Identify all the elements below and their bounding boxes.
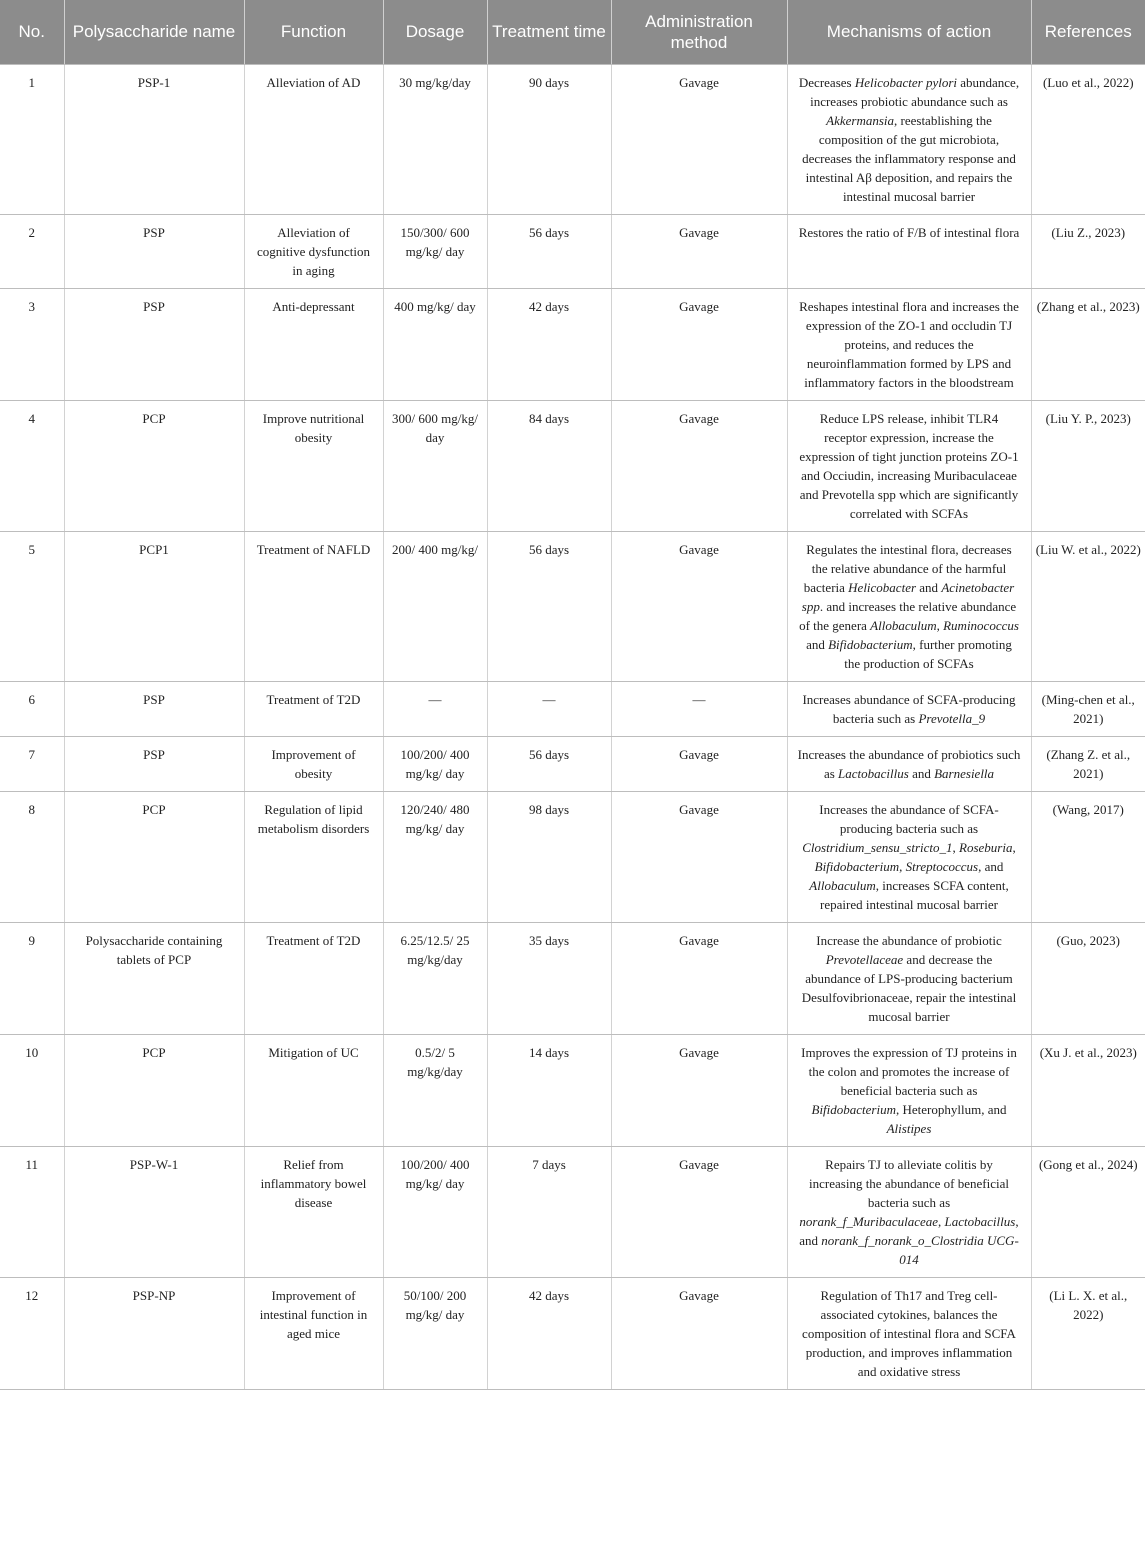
cell-mechanism xyxy=(787,922,1031,1034)
cell-dosage: 150/300/ 600 mg/kg/ day xyxy=(383,214,487,288)
cell-name: PCP xyxy=(64,791,244,922)
cell-treatment-time: 56 days xyxy=(487,531,611,681)
italic-taxon: Streptococcus xyxy=(905,858,979,874)
cell-dosage: 0.5/2/ 5 mg/kg/day xyxy=(383,1034,487,1146)
header-treatment-time: Treatment time xyxy=(487,0,611,64)
cell-function: Relief from inflammatory bowel disease xyxy=(244,1146,383,1277)
cell-name: Polysaccharide containing tablets of PCP xyxy=(64,922,244,1034)
cell-no: 10 xyxy=(0,1034,64,1146)
text-segment: Repairs TJ to alleviate colitis by increasing the abundance of beneficial bacteria such as xyxy=(809,1156,1009,1210)
text-segment: Increases the abundance of probiotics such as xyxy=(797,746,1021,781)
cell-function: Anti-depressant xyxy=(244,288,383,400)
cell-treatment-time: 42 days xyxy=(487,288,611,400)
cell-treatment-time: — xyxy=(487,681,611,736)
cell-treatment-time: 42 days xyxy=(487,1277,611,1389)
cell-references: (Zhang Z. et al., 2021) xyxy=(1031,736,1145,791)
text-segment: Increase the abundance of probiotic xyxy=(816,932,1002,948)
cell-references: (Liu W. et al., 2022) xyxy=(1031,531,1145,681)
cell-mechanism xyxy=(787,1146,1031,1277)
italic-taxon: Alistipes xyxy=(886,1120,932,1136)
table-row xyxy=(0,922,1145,1034)
cell-name: PCP xyxy=(64,400,244,531)
cell-administration-method: Gavage xyxy=(611,791,787,922)
italic-taxon: Bifidobacterium xyxy=(828,636,913,652)
italic-taxon: norank_f_Muribaculaceae xyxy=(799,1213,939,1229)
cell-mechanism xyxy=(787,531,1031,681)
cell-mechanism xyxy=(787,681,1031,736)
cell-references: (Guo, 2023) xyxy=(1031,922,1145,1034)
text-segment: Reduce LPS release, inhibit TLR4 receptor expression, increase the expression of tight junction proteins ZO-1 and Occiudin, increasing Muribaculaceae and Prevotella spp which are significantly correlated with SCFAs xyxy=(799,410,1019,521)
text-segment: and xyxy=(908,765,935,781)
table-row xyxy=(0,791,1145,922)
cell-function: Alleviation of cognitive dysfunction in aging xyxy=(244,214,383,288)
italic-taxon: Clostridium_sensu_stricto_1 xyxy=(802,839,953,855)
cell-dosage: 100/200/ 400 mg/kg/ day xyxy=(383,736,487,791)
text-segment: . and increases the relative abundance of the genera xyxy=(799,598,1017,633)
cell-mechanism xyxy=(787,1277,1031,1389)
text-segment: , xyxy=(938,1213,945,1229)
italic-taxon: Lactobacillus xyxy=(944,1213,1016,1229)
text-segment: , xyxy=(1012,839,1016,855)
cell-dosage: 400 mg/kg/ day xyxy=(383,288,487,400)
header-administration-method: Administration method xyxy=(611,0,787,64)
italic-taxon: Prevotella_9 xyxy=(918,710,986,726)
table-row xyxy=(0,681,1145,736)
cell-function: Regulation of lipid metabolism disorders xyxy=(244,791,383,922)
cell-name: PCP1 xyxy=(64,531,244,681)
cell-administration-method: Gavage xyxy=(611,214,787,288)
cell-references: (Liu Z., 2023) xyxy=(1031,214,1145,288)
cell-no: 8 xyxy=(0,791,64,922)
cell-name: PCP xyxy=(64,1034,244,1146)
table-row xyxy=(0,214,1145,288)
cell-treatment-time: 84 days xyxy=(487,400,611,531)
cell-treatment-time: 35 days xyxy=(487,922,611,1034)
cell-function: Improvement of intestinal function in aged mice xyxy=(244,1277,383,1389)
italic-taxon: norank_f_norank_o_Clostridia UCG-014 xyxy=(821,1232,1019,1267)
cell-no: 4 xyxy=(0,400,64,531)
text-segment: , xyxy=(899,858,906,874)
cell-administration-method: Gavage xyxy=(611,531,787,681)
text-segment: and decrease the abundance of LPS-producing bacterium Desulfovibrionaceae, repair the intestinal mucosal barrier xyxy=(801,951,1017,1024)
cell-no: 1 xyxy=(0,64,64,214)
cell-dosage: 300/ 600 mg/kg/ day xyxy=(383,400,487,531)
cell-treatment-time: 90 days xyxy=(487,64,611,214)
cell-mechanism xyxy=(787,1034,1031,1146)
cell-treatment-time: 7 days xyxy=(487,1146,611,1277)
italic-taxon: Bifidobacterium xyxy=(811,1101,896,1117)
cell-no: 3 xyxy=(0,288,64,400)
cell-name: PSP-W-1 xyxy=(64,1146,244,1277)
cell-dosage: — xyxy=(383,681,487,736)
header-name: Polysaccharide name xyxy=(64,0,244,64)
cell-administration-method: Gavage xyxy=(611,400,787,531)
cell-administration-method: — xyxy=(611,681,787,736)
cell-dosage: 30 mg/kg/day xyxy=(383,64,487,214)
table-row xyxy=(0,64,1145,214)
header-dosage: Dosage xyxy=(383,0,487,64)
cell-name: PSP-1 xyxy=(64,64,244,214)
cell-treatment-time: 56 days xyxy=(487,736,611,791)
cell-function: Treatment of NAFLD xyxy=(244,531,383,681)
italic-taxon: Akkermansia xyxy=(826,112,895,128)
cell-mechanism xyxy=(787,400,1031,531)
cell-dosage: 100/200/ 400 mg/kg/ day xyxy=(383,1146,487,1277)
cell-mechanism xyxy=(787,791,1031,922)
cell-administration-method: Gavage xyxy=(611,1146,787,1277)
italic-taxon: Barnesiella xyxy=(934,765,995,781)
cell-name: PSP xyxy=(64,736,244,791)
cell-dosage: 50/100/ 200 mg/kg/ day xyxy=(383,1277,487,1389)
text-segment: , increases SCFA content, repaired intestinal mucosal barrier xyxy=(820,877,1009,912)
italic-taxon: Roseburia xyxy=(959,839,1013,855)
text-segment: Decreases xyxy=(798,74,855,90)
cell-name: PSP xyxy=(64,681,244,736)
cell-references: (Ming-chen et al., 2021) xyxy=(1031,681,1145,736)
cell-no: 7 xyxy=(0,736,64,791)
table-row xyxy=(0,1277,1145,1389)
italic-taxon: Bifidobacterium xyxy=(814,858,900,874)
cell-references: (Liu Y. P., 2023) xyxy=(1031,400,1145,531)
cell-administration-method: Gavage xyxy=(611,288,787,400)
text-segment: abundance, increases probiotic abundance such as xyxy=(810,74,1020,109)
cell-name: PSP xyxy=(64,288,244,400)
cell-no: 9 xyxy=(0,922,64,1034)
cell-treatment-time: 98 days xyxy=(487,791,611,922)
text-segment: , xyxy=(952,839,960,855)
table-row xyxy=(0,531,1145,681)
cell-function: Treatment of T2D xyxy=(244,681,383,736)
text-segment: , and xyxy=(978,858,1004,874)
cell-references: (Wang, 2017) xyxy=(1031,791,1145,922)
cell-no: 5 xyxy=(0,531,64,681)
cell-dosage: 6.25/12.5/ 25 mg/kg/day xyxy=(383,922,487,1034)
cell-treatment-time: 56 days xyxy=(487,214,611,288)
table-row xyxy=(0,1146,1145,1277)
cell-no: 2 xyxy=(0,214,64,288)
cell-no: 6 xyxy=(0,681,64,736)
cell-references: (Li L. X. et al., 2022) xyxy=(1031,1277,1145,1389)
cell-name: PSP xyxy=(64,214,244,288)
cell-function: Treatment of T2D xyxy=(244,922,383,1034)
cell-dosage: 200/ 400 mg/kg/ xyxy=(383,531,487,681)
italic-taxon: Allobaculum xyxy=(870,617,937,633)
text-segment: Reshapes intestinal flora and increases the expression of the ZO-1 and occludin TJ proteins, and reduces the neuroinflammation formed by LPS and inflammatory factors in the bloodstream xyxy=(799,298,1019,390)
cell-administration-method: Gavage xyxy=(611,736,787,791)
header-references: References xyxy=(1031,0,1145,64)
text-segment: , further promoting the production of SCFAs xyxy=(844,636,1012,671)
text-segment: Regulation of Th17 and Treg cell-associated cytokines, balances the composition of intestinal flora and SCFA production, and improves inflammation and oxidative stress xyxy=(802,1287,1016,1379)
italic-taxon: Helicobacter pylori xyxy=(854,74,957,90)
cell-mechanism xyxy=(787,214,1031,288)
cell-function: Improve nutritional obesity xyxy=(244,400,383,531)
table-row xyxy=(0,736,1145,791)
text-segment: Increases abundance of SCFA-producing bacteria such as xyxy=(802,691,1016,726)
cell-administration-method: Gavage xyxy=(611,64,787,214)
cell-treatment-time: 14 days xyxy=(487,1034,611,1146)
cell-function: Mitigation of UC xyxy=(244,1034,383,1146)
text-segment: Regulates the intestinal flora, decreases the relative abundance of the harmful bacteria xyxy=(803,541,1012,595)
text-segment: Restores the ratio of F/B of intestinal flora xyxy=(798,224,1020,240)
header-mechanism: Mechanisms of action xyxy=(787,0,1031,64)
cell-administration-method: Gavage xyxy=(611,1277,787,1389)
cell-references: (Luo et al., 2022) xyxy=(1031,64,1145,214)
cell-references: (Xu J. et al., 2023) xyxy=(1031,1034,1145,1146)
text-segment: Increases the abundance of SCFA-producing bacteria such as xyxy=(819,801,999,836)
table-row xyxy=(0,288,1145,400)
italic-taxon: Ruminococcus xyxy=(943,617,1019,633)
cell-dosage: 120/240/ 480 mg/kg/ day xyxy=(383,791,487,922)
cell-references: (Gong et al., 2024) xyxy=(1031,1146,1145,1277)
cell-name: PSP-NP xyxy=(64,1277,244,1389)
italic-taxon: Lactobacillus xyxy=(838,765,909,781)
cell-no: 11 xyxy=(0,1146,64,1277)
italic-taxon: Prevotellaceae xyxy=(825,951,904,967)
cell-administration-method: Gavage xyxy=(611,922,787,1034)
cell-mechanism xyxy=(787,288,1031,400)
header-no: No. xyxy=(0,0,64,64)
cell-no: 12 xyxy=(0,1277,64,1389)
table-row xyxy=(0,400,1145,531)
cell-mechanism xyxy=(787,64,1031,214)
text-segment: , Heterophyllum, and xyxy=(896,1101,1007,1117)
text-segment: and xyxy=(806,636,829,652)
text-segment: , reestablishing the composition of the gut microbiota, decreases the inflammatory response and intestinal Aβ deposition, and repairs the intestinal mucosal barrier xyxy=(802,112,1016,204)
cell-function: Alleviation of AD xyxy=(244,64,383,214)
text-segment: Improves the expression of TJ proteins in the colon and promotes the increase of beneficial bacteria such as xyxy=(801,1044,1017,1098)
text-segment: , and xyxy=(799,1213,1019,1248)
text-segment: and xyxy=(916,579,942,595)
italic-taxon: Helicobacter xyxy=(848,579,917,595)
header-row xyxy=(0,0,1145,64)
text-segment: , xyxy=(936,617,944,633)
cell-mechanism xyxy=(787,736,1031,791)
italic-taxon: Allobaculum xyxy=(809,877,876,893)
cell-references: (Zhang et al., 2023) xyxy=(1031,288,1145,400)
italic-taxon: Acinetobacter spp xyxy=(801,579,1015,614)
table-row xyxy=(0,1034,1145,1146)
header-function: Function xyxy=(244,0,383,64)
table-body xyxy=(0,64,1145,1389)
cell-administration-method: Gavage xyxy=(611,1034,787,1146)
cell-function: Improvement of obesity xyxy=(244,736,383,791)
